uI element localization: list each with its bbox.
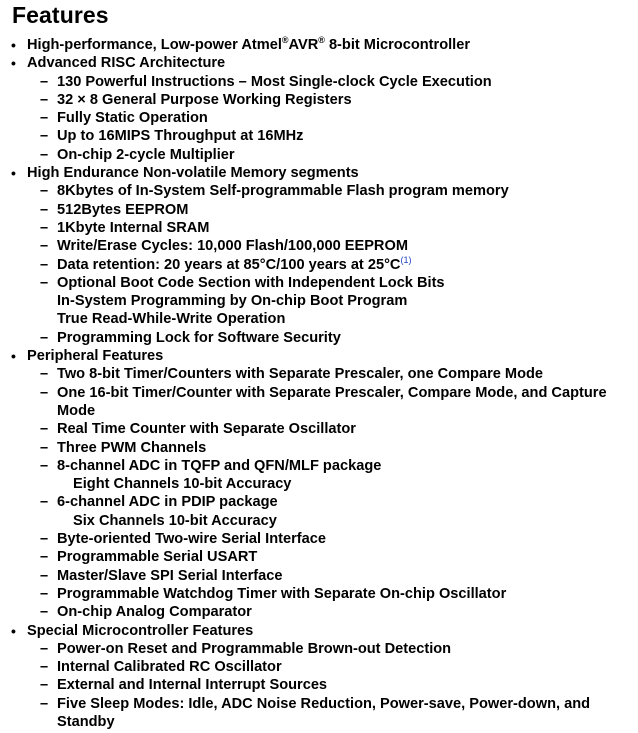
sub-feature-item bbox=[0, 256, 638, 274]
feature-label-part: AVR bbox=[288, 37, 319, 53]
sub-feature-item bbox=[0, 201, 638, 219]
dash-icon: – bbox=[40, 73, 49, 90]
dash-icon: – bbox=[40, 384, 49, 401]
sub-feature-label: Data retention: 20 years at 85°C/100 years at 25°C bbox=[57, 256, 401, 273]
bullet-icon: • bbox=[11, 165, 16, 182]
dash-icon: – bbox=[40, 329, 49, 346]
sub-feature-label: Two 8-bit Timer/Counters with Separate Prescaler, one Compare Mode bbox=[57, 366, 544, 383]
dash-icon: – bbox=[40, 659, 49, 676]
sub-feature-label: One 16-bit Timer/Counter with Separate Prescaler, Compare Mode, and Capture Mode bbox=[57, 384, 607, 419]
dash-icon: – bbox=[40, 256, 49, 273]
sub-feature-label: 6-channel ADC in PDIP package bbox=[57, 494, 278, 511]
dash-icon: – bbox=[40, 695, 49, 712]
feature-list bbox=[0, 36, 638, 731]
dash-icon: – bbox=[40, 219, 49, 236]
dash-icon: – bbox=[40, 677, 49, 694]
sub-feature-item bbox=[0, 127, 638, 145]
sub-feature-detail: Six Channels 10-bit Accuracy bbox=[73, 512, 277, 529]
dash-icon: – bbox=[40, 457, 49, 474]
dash-icon: – bbox=[40, 238, 49, 255]
sub-feature-item bbox=[0, 237, 638, 255]
bullet-icon: • bbox=[11, 55, 16, 72]
bullet-icon: • bbox=[11, 37, 16, 53]
sub-feature-label: Master/Slave SPI Serial Interface bbox=[57, 567, 283, 584]
sub-feature-item bbox=[0, 329, 638, 347]
sub-feature-item bbox=[0, 109, 638, 127]
feature-item bbox=[0, 164, 638, 182]
sub-feature-item bbox=[0, 420, 638, 438]
page-title: Features bbox=[12, 2, 109, 28]
sub-feature-label: 512Bytes EEPROM bbox=[57, 201, 189, 218]
sub-feature-label: 8-channel ADC in TQFP and QFN/MLF package bbox=[57, 457, 382, 474]
sub-feature-label: Internal Calibrated RC Oscillator bbox=[57, 659, 282, 676]
sub-feature-label: Programmable Serial USART bbox=[57, 549, 258, 566]
sub-feature-label: 1Kbyte Internal SRAM bbox=[57, 219, 210, 236]
sub-feature-label: Power-on Reset and Programmable Brown-out Detection bbox=[57, 640, 452, 657]
sub-feature-item bbox=[0, 457, 638, 475]
dash-icon: – bbox=[40, 421, 49, 438]
feature-label: High Endurance Non-volatile Memory segments bbox=[27, 165, 359, 182]
dash-icon: – bbox=[40, 146, 49, 163]
dash-icon: – bbox=[40, 494, 49, 511]
sub-feature-item bbox=[0, 274, 638, 292]
dash-icon: – bbox=[40, 640, 49, 657]
dash-icon: – bbox=[40, 91, 49, 108]
dash-icon: – bbox=[40, 585, 49, 602]
sub-feature-label: Real Time Counter with Separate Oscillator bbox=[57, 421, 356, 438]
dash-icon: – bbox=[40, 531, 49, 548]
bullet-icon: • bbox=[11, 348, 16, 365]
sub-feature-item bbox=[0, 530, 638, 548]
footnote-link[interactable]: (1) bbox=[400, 254, 412, 265]
feature-label: Peripheral Features bbox=[27, 348, 164, 365]
dash-icon: – bbox=[40, 274, 49, 291]
sub-feature-item bbox=[0, 384, 627, 421]
sub-feature-label: External and Internal Interrupt Sources bbox=[57, 677, 328, 694]
sub-feature-label: Optional Boot Code Section with Independent Lock Bits bbox=[57, 274, 445, 291]
sub-feature-item bbox=[0, 548, 638, 566]
bullet-icon: • bbox=[11, 622, 16, 639]
feature-label: Advanced RISC Architecture bbox=[27, 55, 226, 72]
sub-feature-item bbox=[0, 603, 638, 621]
sub-feature-detail: In-System Programming by On-chip Boot Program bbox=[57, 293, 408, 310]
feature-label: Special Microcontroller Features bbox=[27, 622, 254, 639]
sub-feature-item bbox=[0, 640, 638, 658]
sub-feature-item bbox=[0, 676, 638, 694]
sub-feature-item bbox=[0, 493, 638, 511]
sub-feature-item bbox=[0, 182, 638, 200]
sub-feature-item bbox=[0, 695, 627, 732]
sub-feature-label: Up to 16MIPS Throughput at 16MHz bbox=[57, 128, 304, 145]
sub-feature-label: Three PWM Channels bbox=[57, 439, 207, 456]
dash-icon: – bbox=[40, 604, 49, 621]
sub-feature-label: Fully Static Operation bbox=[57, 110, 208, 127]
feature-item bbox=[0, 622, 638, 640]
sub-feature-label: On-chip 2-cycle Multiplier bbox=[57, 146, 235, 163]
sub-feature-item bbox=[0, 439, 638, 457]
dash-icon: – bbox=[40, 128, 49, 145]
sub-feature-item bbox=[0, 365, 638, 383]
dash-icon: – bbox=[40, 549, 49, 566]
sub-feature-label: 130 Powerful Instructions – Most Single-clock Cycle Execution bbox=[57, 73, 492, 90]
sub-feature-item bbox=[0, 219, 638, 237]
sub-feature-label: 8Kbytes of In-System Self-programmable Flash program memory bbox=[57, 183, 509, 200]
dash-icon: – bbox=[40, 567, 49, 584]
sub-feature-detail: Eight Channels 10-bit Accuracy bbox=[73, 476, 292, 493]
sub-feature-label: 32 × 8 General Purpose Working Registers bbox=[57, 91, 352, 108]
sub-feature-item bbox=[0, 567, 638, 585]
sub-feature-item bbox=[0, 146, 638, 164]
dash-icon: – bbox=[40, 201, 49, 218]
sub-feature-item bbox=[0, 73, 638, 91]
dash-icon: – bbox=[40, 183, 49, 200]
sub-feature-label: Programmable Watchdog Timer with Separate On-chip Oscillator bbox=[57, 585, 507, 602]
dash-icon: – bbox=[40, 439, 49, 456]
sub-feature-label: On-chip Analog Comparator bbox=[57, 604, 252, 621]
registered-mark: ® bbox=[281, 35, 289, 45]
sub-feature-label: Programming Lock for Software Security bbox=[57, 329, 341, 346]
sub-feature-label: Five Sleep Modes: Idle, ADC Noise Reduction, Power-save, Power-down, and Standby bbox=[57, 695, 591, 730]
sub-feature-item bbox=[0, 91, 638, 109]
feature-item bbox=[0, 36, 638, 54]
registered-mark: ® bbox=[318, 35, 325, 45]
sub-feature-item bbox=[0, 658, 638, 676]
feature-item bbox=[0, 54, 638, 72]
sub-feature-label: Write/Erase Cycles: 10,000 Flash/100,000 EEPROM bbox=[57, 238, 408, 255]
feature-label-part: 8-bit Microcontroller bbox=[324, 37, 471, 53]
sub-feature-detail: True Read-While-Write Operation bbox=[57, 311, 286, 328]
dash-icon: – bbox=[40, 366, 49, 383]
dash-icon: – bbox=[40, 110, 49, 127]
feature-label-part: High-performance, Low-power Atmel bbox=[27, 37, 282, 53]
sub-feature-label: Byte-oriented Two-wire Serial Interface bbox=[57, 531, 326, 548]
sub-feature-item bbox=[0, 585, 638, 603]
feature-item bbox=[0, 347, 638, 365]
